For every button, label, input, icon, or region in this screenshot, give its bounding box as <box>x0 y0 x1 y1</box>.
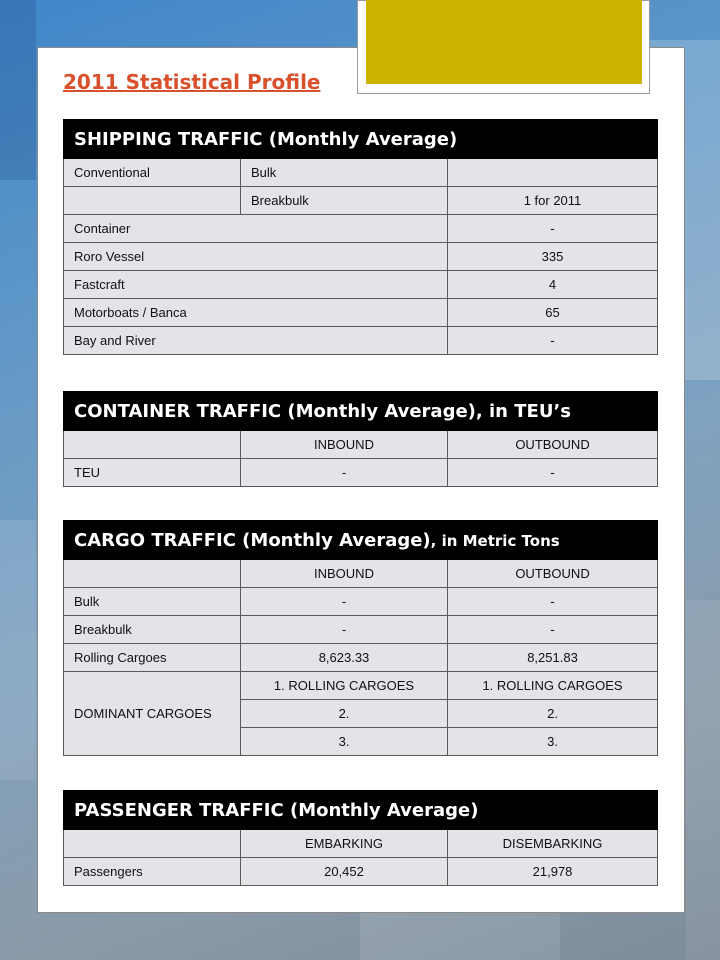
header-blank-cell <box>64 830 241 858</box>
table-row <box>64 644 658 672</box>
header-blank-cell <box>64 560 241 588</box>
row-value: 4 <box>448 271 658 299</box>
row-label: Passengers <box>64 858 241 886</box>
table-row <box>64 271 658 299</box>
row-value: 1 for 2011 <box>448 187 658 215</box>
table-header-row <box>64 830 658 858</box>
background-panel <box>0 520 36 780</box>
col-header-embarking: EMBARKING <box>241 830 448 858</box>
row-value: - <box>448 327 658 355</box>
table-row <box>64 159 658 187</box>
container-table-title <box>64 392 658 431</box>
col-header-inbound: INBOUND <box>241 431 448 459</box>
container-title-main: CONTAINER TRAFFIC (Monthly Average), <box>74 400 489 422</box>
row-value: 8,251.83 <box>448 644 658 672</box>
row-value: - <box>241 588 448 616</box>
shipping-table-title: SHIPPING TRAFFIC (Monthly Average) <box>64 120 658 159</box>
row-value: - <box>241 616 448 644</box>
row-label: Conventional <box>64 159 241 187</box>
background-panel <box>360 905 560 960</box>
row-value <box>448 159 658 187</box>
background-panel <box>686 600 720 960</box>
cargo-table-title <box>64 521 658 560</box>
row-value: - <box>448 459 658 487</box>
row-label: TEU <box>64 459 241 487</box>
background-panel <box>0 0 36 180</box>
row-value: 21,978 <box>448 858 658 886</box>
row-label: Roro Vessel <box>64 243 448 271</box>
cargo-traffic-table <box>63 520 658 756</box>
row-label: Fastcraft <box>64 271 448 299</box>
page-title: 2011 Statistical Profile <box>63 70 321 94</box>
row-sublabel: Breakbulk <box>241 187 448 215</box>
table-row <box>64 243 658 271</box>
table-row <box>64 215 658 243</box>
table-row <box>64 672 658 700</box>
row-value: 1. ROLLING CARGOES <box>448 672 658 700</box>
header-blank-cell <box>64 431 241 459</box>
row-value: 3. <box>448 728 658 756</box>
col-header-disembarking: DISEMBARKING <box>448 830 658 858</box>
row-label: Rolling Cargoes <box>64 644 241 672</box>
table-row <box>64 616 658 644</box>
passenger-table-title: PASSENGER TRAFFIC (Monthly Average) <box>64 791 658 830</box>
row-value: - <box>448 588 658 616</box>
row-value: - <box>241 459 448 487</box>
row-label: Motorboats / Banca <box>64 299 448 327</box>
row-value: - <box>448 215 658 243</box>
row-value: 2. <box>241 700 448 728</box>
col-header-outbound: OUTBOUND <box>448 431 658 459</box>
row-value: 3. <box>241 728 448 756</box>
cargo-title-sub: , in Metric Tons <box>430 531 560 550</box>
table-row <box>64 858 658 886</box>
table-header-row <box>64 431 658 459</box>
row-value: 335 <box>448 243 658 271</box>
table-row <box>64 459 658 487</box>
table-row <box>64 187 658 215</box>
container-traffic-table <box>63 391 658 487</box>
table-row <box>64 588 658 616</box>
row-sublabel: Bulk <box>241 159 448 187</box>
row-value: 8,623.33 <box>241 644 448 672</box>
row-value: 1. ROLLING CARGOES <box>241 672 448 700</box>
cargo-title-main: CARGO TRAFFIC (Monthly Average) <box>74 529 431 551</box>
row-value: 20,452 <box>241 858 448 886</box>
row-value: 2. <box>448 700 658 728</box>
passenger-traffic-table <box>63 790 658 886</box>
row-label: Bay and River <box>64 327 448 355</box>
col-header-outbound: OUTBOUND <box>448 560 658 588</box>
row-label <box>64 187 241 215</box>
shipping-traffic-table <box>63 119 658 355</box>
row-label: Container <box>64 215 448 243</box>
table-header-row <box>64 560 658 588</box>
row-label: Breakbulk <box>64 616 241 644</box>
table-row <box>64 327 658 355</box>
dominant-cargoes-label: DOMINANT CARGOES <box>64 672 241 756</box>
table-row <box>64 299 658 327</box>
row-value: 65 <box>448 299 658 327</box>
col-header-inbound: INBOUND <box>241 560 448 588</box>
header-tag-accent <box>366 0 642 84</box>
container-title-sub: in TEU’s <box>489 400 571 422</box>
row-value: - <box>448 616 658 644</box>
row-label: Bulk <box>64 588 241 616</box>
